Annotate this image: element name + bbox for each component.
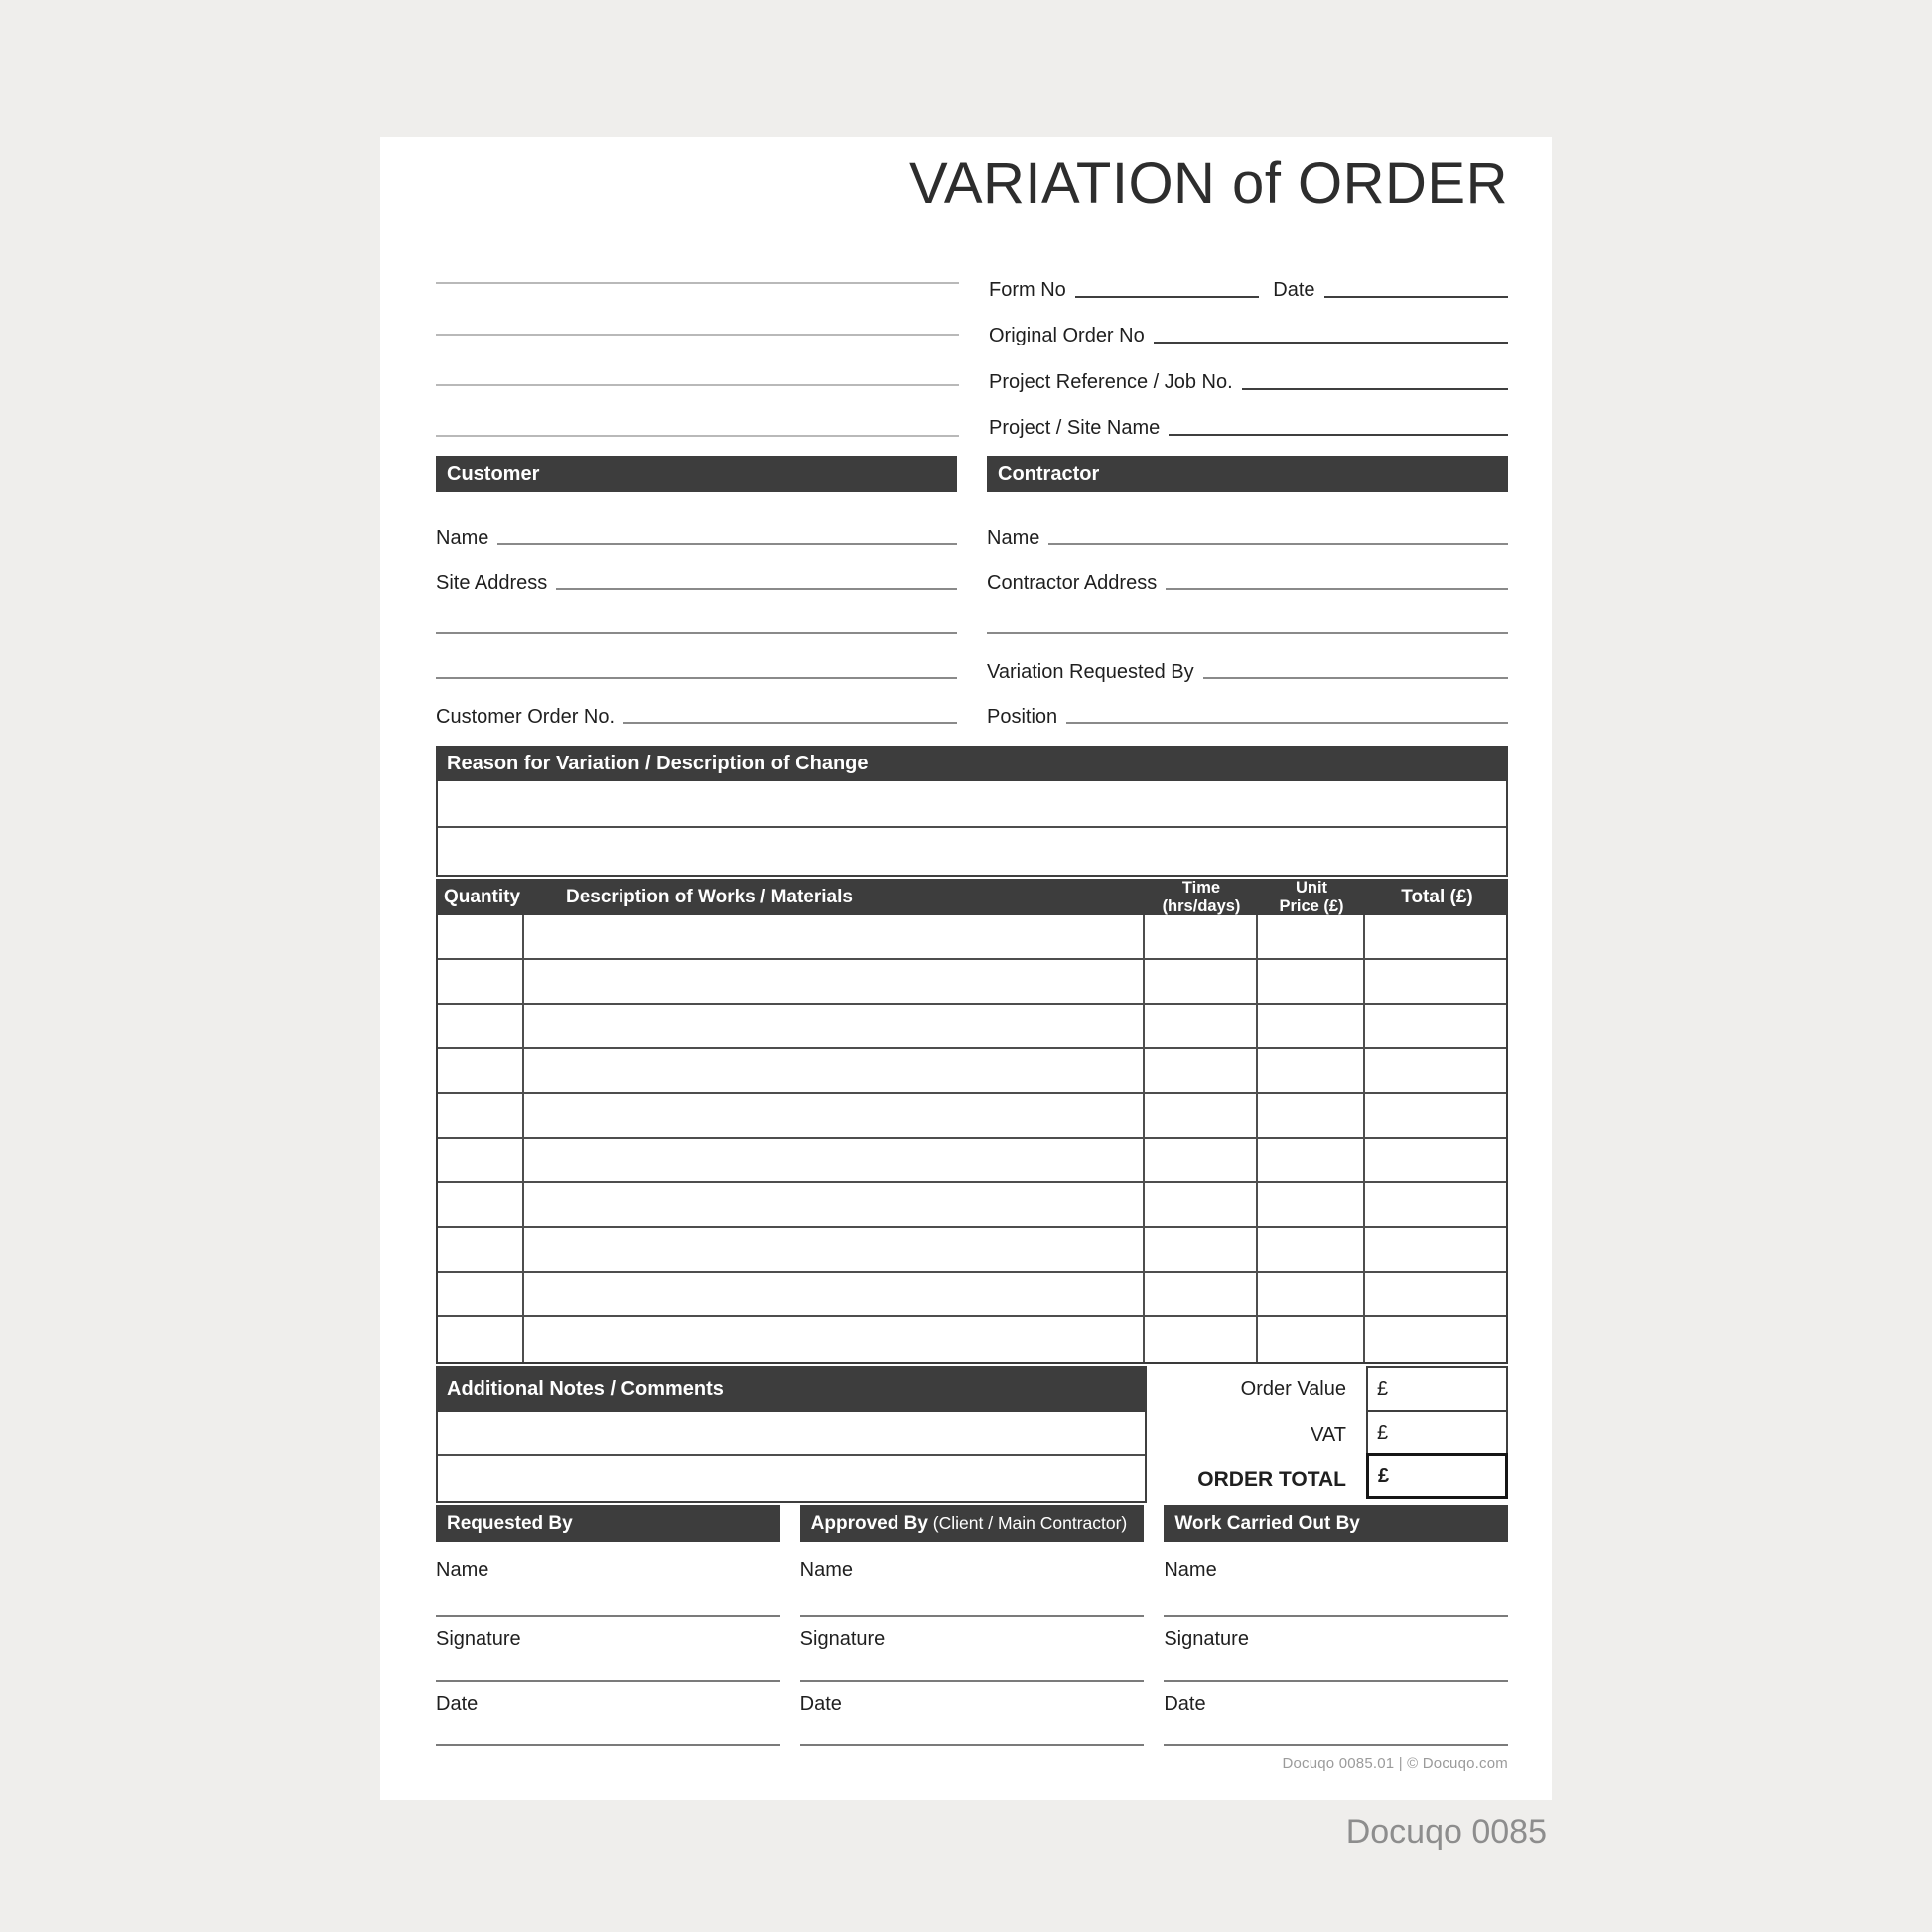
- approved-by-signature-field: [800, 1617, 1145, 1682]
- customer-order-no-label: Customer Order No.: [436, 706, 616, 728]
- contractor-name-field-line: [1048, 543, 1508, 545]
- position-row: [987, 684, 1508, 729]
- order-total-label: ORDER TOTAL: [1197, 1468, 1346, 1491]
- time-cell: [1145, 1228, 1258, 1271]
- approved-by-name-field: [800, 1542, 1145, 1617]
- total-column-header: Total (£): [1401, 886, 1473, 907]
- customer-column: [436, 456, 957, 729]
- requested-by-column: [436, 1505, 780, 1746]
- summary-value-boxes: [1366, 1366, 1508, 1499]
- requested-by-name-field: [436, 1542, 780, 1617]
- time-column-header: [1146, 879, 1259, 915]
- time-header-line2: (hrs/days): [1162, 897, 1241, 915]
- customer-fields: [436, 505, 957, 729]
- customer-address-extra-row: [436, 639, 957, 684]
- unit-price-cell: [1258, 1094, 1365, 1137]
- vat-box: [1366, 1410, 1508, 1455]
- items-table-row: [438, 960, 1506, 1005]
- total-cell: [1365, 1049, 1506, 1092]
- project-reference-row: [989, 364, 1508, 394]
- description-cell: [524, 1317, 1146, 1362]
- work-carried-out-by-column: [1164, 1505, 1508, 1746]
- total-cell: [1365, 960, 1506, 1003]
- reason-entry-row: [438, 781, 1506, 828]
- customer-order-no-row: [436, 684, 957, 729]
- contractor-address-row: [987, 550, 1508, 595]
- form-no-row: [989, 272, 1508, 302]
- watermark-caption: Docuqo 0085: [1345, 1813, 1547, 1851]
- total-cell: [1365, 1183, 1506, 1226]
- work-carried-out-by-signature-field: [1164, 1617, 1508, 1682]
- order-value-box: [1366, 1366, 1508, 1412]
- additional-notes-row: [438, 1412, 1145, 1456]
- time-cell: [1145, 1139, 1258, 1181]
- company-detail-line: [436, 282, 959, 284]
- approved-by-header-text: Approved By: [810, 1513, 928, 1534]
- quantity-cell: [438, 1049, 524, 1092]
- customer-site-address-field-line: [556, 588, 957, 590]
- work-carried-out-by-header: [1164, 1505, 1508, 1542]
- form-no-label: Form No: [989, 279, 1066, 301]
- requested-by-header-text: Requested By: [447, 1513, 573, 1534]
- position-label: Position: [987, 706, 1058, 728]
- date-label: Date: [1164, 1693, 1206, 1715]
- customer-name-row: [436, 505, 957, 550]
- work-carried-out-by-name-field: [1164, 1542, 1508, 1617]
- quantity-cell: [438, 960, 524, 1003]
- vat-label: VAT: [1311, 1424, 1346, 1446]
- approved-by-date-field: [800, 1682, 1145, 1746]
- original-order-no-label: Original Order No: [989, 325, 1145, 346]
- reason-section-header: Reason for Variation / Description of Change: [436, 746, 1508, 781]
- description-column-header: Description of Works / Materials: [566, 886, 853, 907]
- original-order-no-field-line: [1154, 342, 1508, 344]
- signature-label: Signature: [799, 1628, 886, 1650]
- order-value-label: Order Value: [1240, 1378, 1346, 1400]
- order-total-box: [1366, 1453, 1508, 1499]
- contractor-fields: [987, 505, 1508, 729]
- time-cell: [1145, 1094, 1258, 1137]
- form-content: [436, 137, 1508, 1800]
- company-detail-line: [436, 435, 959, 437]
- company-details-area: [436, 137, 959, 445]
- customer-order-no-field-line: [623, 722, 957, 724]
- unit-price-cell: [1258, 1005, 1365, 1047]
- approved-by-header: [800, 1505, 1145, 1542]
- unit-price-cell: [1258, 1139, 1365, 1181]
- reason-entry-row: [438, 828, 1506, 875]
- date-label: Date: [799, 1693, 842, 1715]
- time-header-line1: Time: [1181, 879, 1221, 897]
- customer-contractor-section: [436, 456, 1508, 729]
- customer-name-label: Name: [436, 527, 489, 549]
- total-cell: [1365, 1005, 1506, 1047]
- quantity-cell: [438, 1139, 524, 1181]
- items-table-header: [436, 879, 1508, 915]
- total-cell: [1365, 1317, 1506, 1362]
- form-footer-credit: Docuqo 0085.01 | © Docuqo.com: [1282, 1755, 1508, 1772]
- unit-price-cell: [1258, 960, 1365, 1003]
- quantity-column-header: Quantity: [444, 886, 521, 907]
- quantity-cell: [438, 1273, 524, 1315]
- signature-section: [436, 1505, 1508, 1746]
- signature-label: Signature: [1164, 1628, 1249, 1650]
- contractor-column: [987, 456, 1508, 729]
- customer-address-extra-row: [436, 595, 957, 639]
- requested-by-date-field: [436, 1682, 780, 1746]
- description-cell: [524, 915, 1146, 958]
- customer-section-header: Customer: [436, 456, 957, 492]
- items-table-row: [438, 1139, 1506, 1183]
- time-cell: [1145, 915, 1258, 958]
- unit-price-header-line2: Price (£): [1279, 897, 1344, 915]
- total-cell: [1365, 1094, 1506, 1137]
- name-label: Name: [799, 1559, 854, 1581]
- currency-symbol: £: [1377, 1378, 1389, 1400]
- project-reference-label: Project Reference / Job No.: [989, 371, 1233, 393]
- unit-price-header-line1: Unit: [1295, 879, 1328, 897]
- date-label: Date: [436, 1693, 479, 1715]
- description-cell: [524, 960, 1146, 1003]
- unit-price-cell: [1258, 915, 1365, 958]
- quantity-cell: [438, 915, 524, 958]
- requested-by-header: [436, 1505, 780, 1542]
- items-table-row: [438, 1317, 1506, 1362]
- position-field-line: [1066, 722, 1508, 724]
- time-cell: [1145, 1273, 1258, 1315]
- variation-requested-by-row: [987, 639, 1508, 684]
- contractor-address-field-line: [1166, 588, 1508, 590]
- company-detail-line: [436, 334, 959, 336]
- unit-price-cell: [1258, 1228, 1365, 1271]
- unit-price-cell: [1258, 1273, 1365, 1315]
- contractor-address-label: Contractor Address: [987, 572, 1158, 594]
- contractor-address-extra-line: [987, 632, 1508, 634]
- time-cell: [1145, 1049, 1258, 1092]
- additional-notes-block: [436, 1366, 1147, 1503]
- summary-labels: [1147, 1366, 1366, 1503]
- additional-notes-entry-box: [436, 1412, 1147, 1503]
- form-no-field-line: [1075, 296, 1259, 298]
- name-label: Name: [1164, 1559, 1217, 1581]
- description-cell: [524, 1094, 1146, 1137]
- project-site-name-row: [989, 410, 1508, 440]
- name-label: Name: [436, 1559, 489, 1581]
- time-cell: [1145, 1183, 1258, 1226]
- items-table-row: [438, 1183, 1506, 1228]
- items-table-row: [438, 915, 1506, 960]
- unit-price-column-header: [1259, 879, 1366, 915]
- unit-price-cell: [1258, 1183, 1365, 1226]
- description-cell: [524, 1183, 1146, 1226]
- customer-address-extra-line: [436, 677, 957, 679]
- quantity-cell: [438, 1228, 524, 1271]
- currency-symbol: £: [1377, 1422, 1389, 1444]
- customer-address-extra-line: [436, 632, 957, 634]
- total-cell: [1365, 1139, 1506, 1181]
- signature-label: Signature: [436, 1628, 521, 1650]
- page-title: VARIATION of ORDER: [908, 151, 1508, 215]
- form-page: [380, 137, 1552, 1800]
- description-cell: [524, 1228, 1146, 1271]
- variation-requested-by-field-line: [1203, 677, 1508, 679]
- items-table-row: [438, 1094, 1506, 1139]
- work-carried-out-by-header-text: Work Carried Out By: [1174, 1513, 1360, 1534]
- requested-by-signature-field: [436, 1617, 780, 1682]
- time-cell: [1145, 960, 1258, 1003]
- customer-name-field-line: [497, 543, 957, 545]
- original-order-no-row: [989, 318, 1508, 347]
- time-cell: [1145, 1317, 1258, 1362]
- reason-section: [436, 746, 1508, 877]
- items-table-row: [438, 1049, 1506, 1094]
- description-cell: [524, 1005, 1146, 1047]
- quantity-cell: [438, 1317, 524, 1362]
- project-site-name-field-line: [1169, 434, 1508, 436]
- currency-symbol: £: [1378, 1465, 1390, 1487]
- reason-entry-box: [436, 781, 1508, 877]
- date-label: Date: [1273, 279, 1315, 301]
- contractor-section-header: Contractor: [987, 456, 1508, 492]
- time-cell: [1145, 1005, 1258, 1047]
- description-cell: [524, 1273, 1146, 1315]
- additional-notes-header: Additional Notes / Comments: [436, 1366, 1147, 1412]
- contractor-name-label: Name: [987, 527, 1040, 549]
- items-table-row: [438, 1273, 1506, 1317]
- approved-by-column: [800, 1505, 1145, 1746]
- date-field-line: [1324, 296, 1508, 298]
- items-table-row: [438, 1228, 1506, 1273]
- quantity-cell: [438, 1183, 524, 1226]
- project-reference-field-line: [1242, 388, 1508, 390]
- items-table-body: [436, 915, 1508, 1364]
- description-cell: [524, 1049, 1146, 1092]
- customer-site-address-row: [436, 550, 957, 595]
- quantity-cell: [438, 1094, 524, 1137]
- work-carried-out-by-date-field: [1164, 1682, 1508, 1746]
- approved-by-header-suffix: (Client / Main Contractor): [927, 1513, 1128, 1533]
- contractor-address-extra-row: [987, 595, 1508, 639]
- contractor-name-row: [987, 505, 1508, 550]
- total-cell: [1365, 915, 1506, 958]
- items-table: [436, 879, 1508, 1364]
- quantity-cell: [438, 1005, 524, 1047]
- description-cell: [524, 1139, 1146, 1181]
- total-cell: [1365, 1228, 1506, 1271]
- customer-site-address-label: Site Address: [436, 572, 548, 594]
- variation-requested-by-label: Variation Requested By: [987, 661, 1194, 683]
- project-site-name-label: Project / Site Name: [989, 417, 1161, 439]
- notes-and-summary-section: [436, 1366, 1508, 1503]
- company-detail-line: [436, 384, 959, 386]
- total-cell: [1365, 1273, 1506, 1315]
- additional-notes-row: [438, 1456, 1145, 1501]
- unit-price-cell: [1258, 1317, 1365, 1362]
- items-table-row: [438, 1005, 1506, 1049]
- unit-price-cell: [1258, 1049, 1365, 1092]
